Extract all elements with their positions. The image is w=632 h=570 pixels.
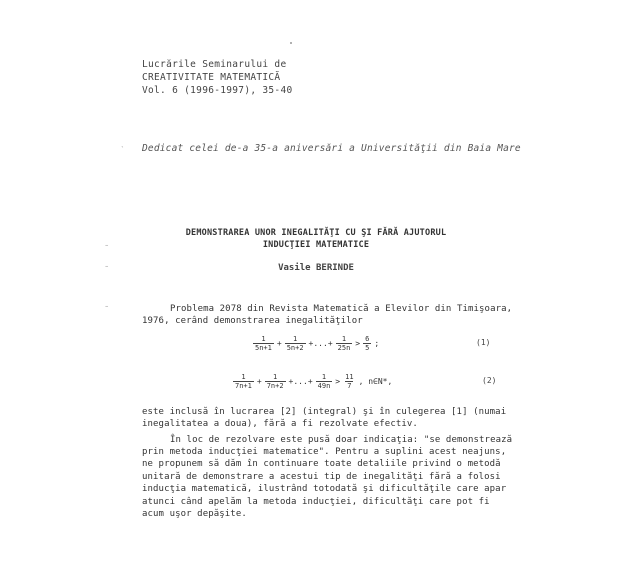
- paper-title-line1: DEMONSTRAREA UNOR INEGALITĂŢI CU ŞI FĂRĂ AJUTORUL: [185, 228, 447, 238]
- text-line: unitară de demonstrare a acestui tip de inegalităţi fără a folosi: [142, 471, 501, 482]
- denominator: 25n: [337, 344, 351, 352]
- text-line: prin metoda inducţiei matematice". Pentru a suplini acest neajuns,: [142, 447, 507, 457]
- journal-volume-line: Vol. 6 (1996-1997), 35-40: [142, 85, 293, 96]
- operator: +...+: [308, 339, 333, 348]
- equation-number-2: (2): [482, 376, 497, 385]
- paragraph-intro: [170, 303, 512, 315]
- equation-1: [252, 335, 381, 352]
- fraction: [265, 373, 286, 390]
- equation-tail: , n∈N*,: [358, 377, 393, 386]
- operator: +: [276, 339, 282, 348]
- text-line: Problema 2078 din Revista Matematică a Elevilor din Timişoara,: [170, 304, 513, 314]
- paragraph-method-first: [170, 434, 512, 446]
- denominator: 7n+1: [235, 382, 252, 390]
- journal-header: [142, 58, 293, 97]
- equation-number-1: (1): [476, 338, 491, 347]
- relation: >: [355, 339, 361, 348]
- text-line: inegalitatea a doua), fără a fi rezolvate efectiv.: [142, 419, 418, 429]
- denominator: 7n+2: [266, 382, 284, 390]
- dedication: Dedicat celei de-a 35-a aniversări a Universităţii din Baia Mare: [142, 143, 521, 154]
- margin-mark: ˍ: [104, 237, 110, 247]
- author-name: Vasile BERINDE: [278, 263, 354, 273]
- scan-speck: [290, 42, 292, 44]
- fraction: [253, 335, 274, 352]
- denominator: 5n+2: [286, 344, 304, 352]
- numerator: 1: [241, 373, 246, 381]
- numerator: 1: [341, 335, 347, 343]
- journal-name-line: Lucrările Seminarului de: [142, 59, 287, 70]
- paragraph-inclusion: [142, 406, 506, 430]
- numerator: 1: [261, 335, 266, 343]
- paragraph-intro-cont: [142, 315, 363, 327]
- numerator: 11: [345, 373, 354, 381]
- denominator: 5: [365, 344, 370, 352]
- text-line: acum uşor depăşite.: [142, 509, 247, 520]
- numerator: 6: [365, 335, 370, 343]
- numerator: 1: [273, 373, 278, 381]
- numerator: 1: [321, 373, 327, 381]
- numerator: 1: [293, 335, 298, 343]
- equation-2: [232, 373, 394, 390]
- paper-title-line2: INDUCŢIEI MATEMATICE: [262, 240, 370, 250]
- paragraph-method: [142, 446, 506, 520]
- denominator: 49n: [317, 382, 331, 390]
- journal-series-line: CREATIVITATE MATEMATICĂ: [142, 72, 281, 83]
- relation: >: [335, 377, 341, 386]
- margin-mark: ˍ: [104, 298, 110, 308]
- fraction: [343, 373, 355, 390]
- text-line: atunci când apelăm la metoda inducţiei, dificultăţi care pot fi: [142, 496, 490, 507]
- margin-mark: ˋ: [120, 146, 126, 156]
- fraction: [233, 373, 254, 390]
- margin-mark: ˍ: [104, 258, 110, 268]
- operator: +...+: [288, 377, 313, 386]
- operator: +: [256, 377, 262, 386]
- text-line: 1976, cerând demonstrarea inegalităţilor: [142, 316, 363, 326]
- text-line: În loc de rezolvare este pusă doar indicaţia: "se demonstrează: [170, 435, 513, 445]
- fraction: [363, 335, 371, 352]
- fraction: [336, 335, 353, 352]
- text-line: inducţia matematică, ilustrând totodată şi dificultăţile care apar: [142, 484, 507, 495]
- fraction: [285, 335, 306, 352]
- text-line: este inclusă în lucrarea [2] (integral) şi în culegerea [1] (numai: [142, 407, 507, 417]
- equation-tail: ;: [374, 339, 380, 348]
- fraction: [316, 373, 333, 390]
- denominator: 5n+1: [255, 344, 272, 352]
- text-line: ne propunem să dăm în continuare toate detaliile privind o metodă: [142, 459, 501, 470]
- denominator: 7: [347, 382, 352, 390]
